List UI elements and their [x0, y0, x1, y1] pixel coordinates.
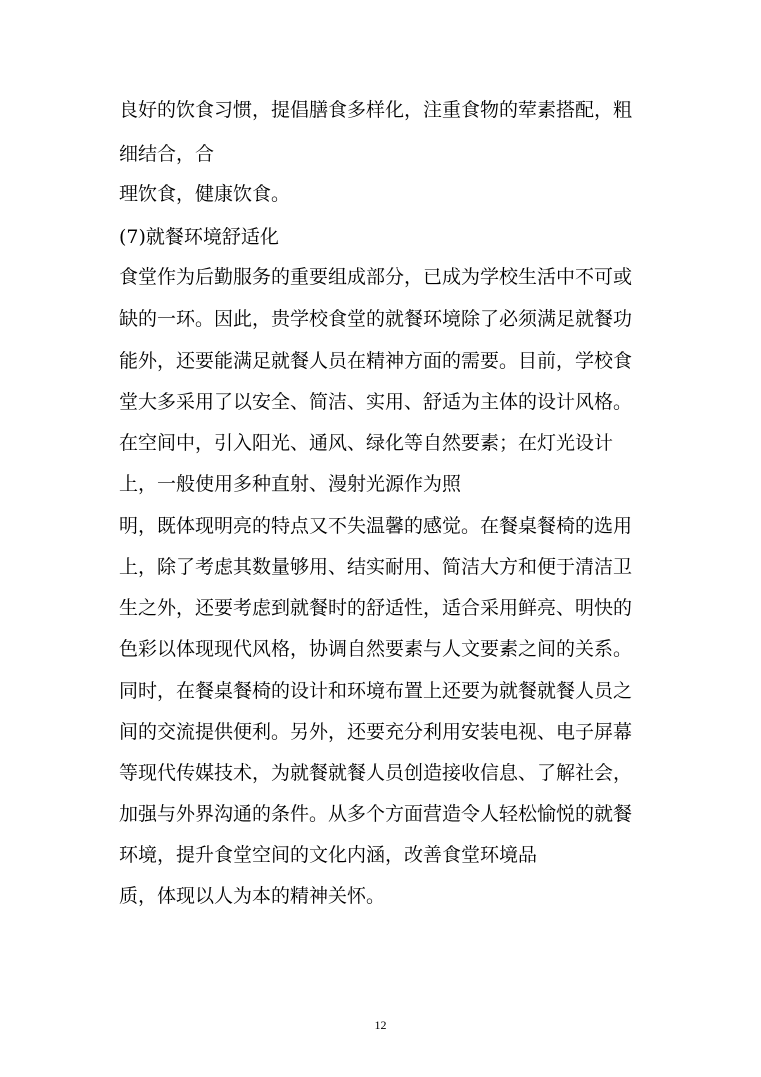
body-text-line: 堂大多采用了以安全、简洁、实用、舒适为主体的设计风格。 — [119, 391, 633, 413]
body-text-line: 上，除了考虑其数量够用、结实耐用、简洁大方和便于清洁卫 — [119, 556, 633, 578]
body-text-line: 色彩以体现现代风格，协调自然要素与人文要素之间的关系。 — [119, 638, 633, 660]
body-text-line: 等现代传媒技术，为就餐就餐人员创造接收信息、了解社会， — [119, 762, 633, 784]
body-text-line: 加强与外界沟通的条件。从多个方面营造令人轻松愉悦的就餐 — [119, 803, 633, 825]
body-text-line: 间的交流提供便利。另外，还要充分利用安装电视、电子屏幕 — [119, 721, 633, 743]
body-text-line: 上，一般使用多种直射、漫射光源作为照 — [119, 473, 462, 495]
body-text-line: 细结合，合 — [119, 143, 215, 165]
body-text-line: 环境，提升食堂空间的文化内涵，改善食堂环境品 — [119, 844, 538, 866]
body-text-line: 生之外，还要考虑到就餐时的舒适性，适合采用鲜亮、明快的 — [119, 597, 633, 619]
page-number: 12 — [374, 1018, 387, 1032]
body-text-line: 在空间中，引入阳光、通风、绿化等自然要素；在灯光设计 — [119, 432, 614, 454]
body-text-line: 理饮食，健康饮食。 — [119, 183, 291, 205]
body-text-line: 良好的饮食习惯，提倡膳食多样化，注重食物的荤素搭配，粗 — [119, 99, 633, 121]
body-text-line: 明，既体现明亮的特点又不失温馨的感觉。在餐桌餐椅的选用 — [119, 515, 633, 537]
body-text-line: 质，体现以人为本的精神关怀。 — [119, 885, 386, 907]
body-text-line: 能外，还要能满足就餐人员在精神方面的需要。目前，学校食 — [119, 350, 633, 372]
body-text-line: 食堂作为后勤服务的重要组成部分，已成为学校生活中不可或 — [119, 266, 633, 288]
body-text-line: 缺的一环。因此，贵学校食堂的就餐环境除了必须满足就餐功 — [119, 308, 633, 330]
body-text-line: 同时，在餐桌餐椅的设计和环境布置上还要为就餐就餐人员之 — [119, 680, 633, 702]
section-heading: (7)就餐环境舒适化 — [119, 226, 279, 248]
